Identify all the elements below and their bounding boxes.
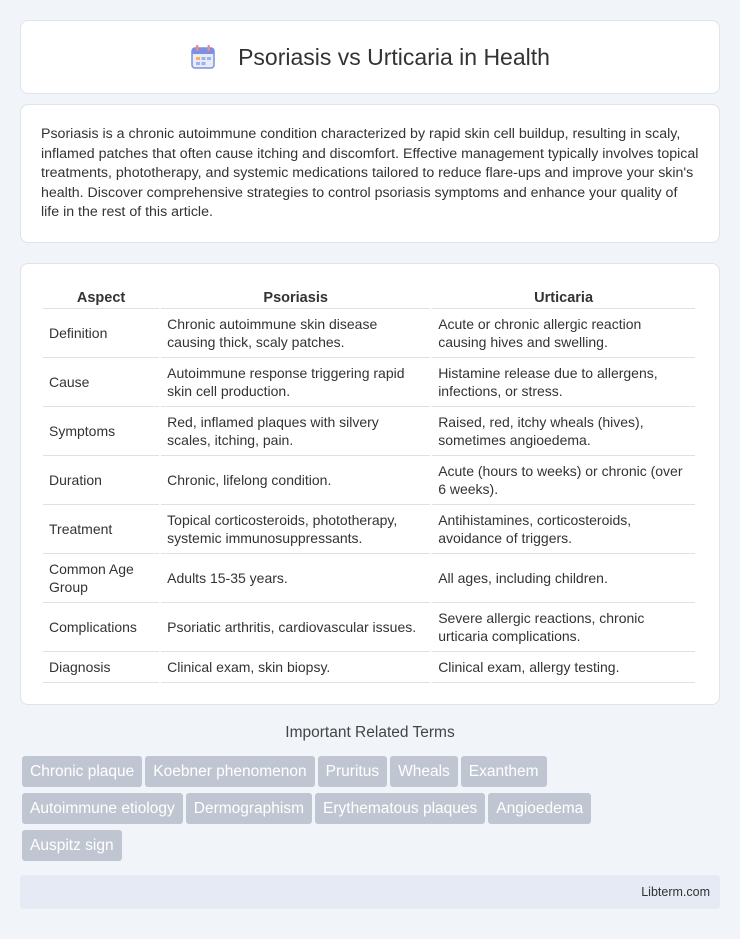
related-term-tag[interactable]: Autoimmune etiology [22,793,183,824]
header-card [20,20,720,94]
related-term-tag[interactable]: Erythematous plaques [315,793,485,824]
intro-card [20,104,720,243]
table-row [43,603,695,652]
row-urticaria: Antihistamines, corticosteroids, avoidance of triggers. [432,505,695,554]
footer [20,875,720,909]
row-aspect: Common Age Group [43,554,159,603]
row-aspect: Complications [43,603,159,652]
footer-site-link[interactable]: Libterm.com [641,885,710,899]
row-aspect: Symptoms [43,407,159,456]
intro-text: Psoriasis is a chronic autoimmune condition characterized by rapid skin cell buildup, resulting in scaly, inflamed patches that often cause itching and discomfort. Effective management typically involves topical treatments, phototherapy, and systemic medications tailored to reduce flare-ups and improve your skin's health. Discover comprehensive strategies to control psoriasis symptoms and enhance your quality of life in the rest of this article. [41,126,699,221]
related-term-tag[interactable]: Pruritus [318,756,387,787]
related-term-tag[interactable]: Wheals [390,756,458,787]
table-row [43,554,695,603]
related-term-tag[interactable]: Exanthem [461,756,547,787]
row-psoriasis: Topical corticosteroids, phototherapy, systemic immunosuppressants. [161,505,430,554]
row-aspect: Duration [43,456,159,505]
row-psoriasis: Psoriatic arthritis, cardiovascular issues. [161,603,430,652]
related-term-tag[interactable]: Angioedema [488,793,591,824]
row-psoriasis: Autoimmune response triggering rapid skin cell production. [161,358,430,407]
related-terms-title: Important Related Terms [285,724,455,741]
header-aspect: Aspect [43,284,159,309]
comparison-card [20,263,720,705]
row-psoriasis: Chronic autoimmune skin disease causing thick, scaly patches. [161,309,430,358]
row-urticaria: Acute (hours to weeks) or chronic (over 6 weeks). [432,456,695,505]
row-urticaria: All ages, including children. [432,554,695,603]
table-row [43,407,695,456]
row-aspect: Cause [43,358,159,407]
table-header-row [43,284,695,309]
row-urticaria: Clinical exam, allergy testing. [432,652,695,683]
row-psoriasis: Red, inflamed plaques with silvery scales, itching, pain. [161,407,430,456]
row-aspect: Definition [43,309,159,358]
row-aspect: Treatment [43,505,159,554]
related-term-tag[interactable]: Dermographism [186,793,312,824]
table-row [43,456,695,505]
row-psoriasis: Chronic, lifelong condition. [161,456,430,505]
row-urticaria: Histamine release due to allergens, infections, or stress. [432,358,695,407]
row-aspect: Diagnosis [43,652,159,683]
table-row [43,652,695,683]
row-psoriasis: Clinical exam, skin biopsy. [161,652,430,683]
related-term-tag[interactable]: Chronic plaque [22,756,142,787]
row-urticaria: Raised, red, itchy wheals (hives), sometimes angioedema. [432,407,695,456]
table-row [43,358,695,407]
related-terms-list [22,756,722,867]
row-urticaria: Severe allergic reactions, chronic urticaria complications. [432,603,695,652]
comparison-table [41,284,697,683]
header-psoriasis: Psoriasis [161,284,430,309]
table-row [43,309,695,358]
related-term-tag[interactable]: Auspitz sign [22,830,122,861]
calendar-icon [190,44,216,70]
table-row [43,505,695,554]
header-urticaria: Urticaria [432,284,695,309]
related-term-tag[interactable]: Koebner phenomenon [145,756,314,787]
row-psoriasis: Adults 15-35 years. [161,554,430,603]
row-urticaria: Acute or chronic allergic reaction causing hives and swelling. [432,309,695,358]
page-title: Psoriasis vs Urticaria in Health [238,43,550,70]
